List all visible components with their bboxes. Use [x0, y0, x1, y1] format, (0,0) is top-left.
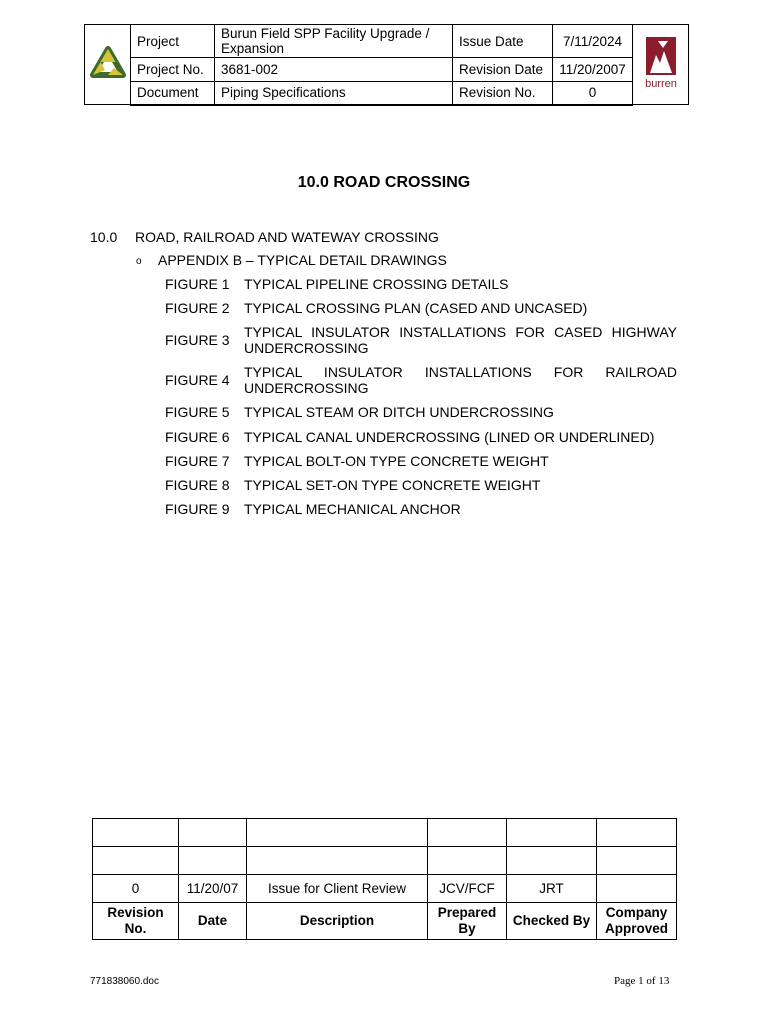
table-cell: Issue for Client Review	[247, 875, 428, 903]
company-logo-right	[633, 25, 689, 105]
table-cell	[247, 847, 428, 875]
revision-no-value: 0	[553, 82, 633, 105]
page-title: 10.0 ROAD CROSSING	[297, 174, 471, 191]
figure-label: FIGURE 9	[165, 501, 230, 517]
figure-item	[165, 453, 677, 477]
figure-item	[165, 429, 677, 453]
burren-logo-text: burren	[644, 78, 677, 90]
table-header-row	[93, 903, 677, 940]
figure-description: TYPICAL PIPELINE CROSSING DETAILS	[244, 276, 509, 292]
figure-label: FIGURE 7	[165, 453, 230, 469]
burren-logo-icon	[638, 33, 684, 93]
figure-description: TYPICAL STEAM OR DITCH UNDERCROSSING	[244, 404, 554, 420]
section-text: ROAD, RAILROAD AND WATEWAY CROSSING	[135, 229, 439, 245]
figure-label: FIGURE 1	[165, 276, 230, 292]
document-label: Document	[131, 82, 215, 105]
table-cell	[247, 819, 428, 847]
footer-filename: 771838060.doc	[90, 976, 159, 987]
table-cell	[597, 875, 677, 903]
table-cell	[428, 819, 507, 847]
company-logo-left	[85, 25, 131, 105]
figure-label: FIGURE 5	[165, 404, 230, 420]
document-value: Piping Specifications	[215, 82, 453, 105]
figure-item	[165, 477, 677, 501]
page-total: 13	[658, 975, 670, 987]
revision-date-label: Revision Date	[453, 58, 553, 82]
page-number	[614, 975, 669, 987]
figure-description: TYPICAL CANAL UNDERCROSSING (LINED OR UNDERLINED)	[244, 429, 655, 445]
table-cell: JCV/FCF	[428, 875, 507, 903]
table-cell	[93, 847, 179, 875]
figure-description: TYPICAL INSULATOR INSTALLATIONS FOR RAILROAD UNDERCROSSING	[244, 364, 677, 396]
figure-item	[165, 404, 677, 429]
bullet-icon: o	[136, 256, 142, 267]
figure-item	[165, 276, 677, 300]
table-cell	[597, 847, 677, 875]
project-label: Project	[131, 25, 215, 58]
page-of: of	[646, 975, 656, 987]
figure-label: FIGURE 8	[165, 477, 230, 493]
section-number: 10.0	[90, 229, 118, 245]
figure-label: FIGURE 3	[165, 332, 230, 348]
table-row	[93, 819, 677, 847]
column-header: Company Approved	[597, 903, 677, 940]
column-header: Prepared By	[428, 903, 507, 940]
figure-description: TYPICAL SET-ON TYPE CONCRETE WEIGHT	[244, 477, 541, 493]
table-cell	[428, 847, 507, 875]
table-cell: 11/20/07	[179, 875, 247, 903]
figure-label: FIGURE 2	[165, 300, 230, 316]
table-cell	[507, 847, 597, 875]
project-no-label: Project No.	[131, 58, 215, 82]
figure-description: TYPICAL MECHANICAL ANCHOR	[244, 501, 461, 517]
figure-label: FIGURE 4	[165, 372, 230, 388]
table-cell	[179, 819, 247, 847]
column-header: Date	[179, 903, 247, 940]
triangle-logo-icon	[89, 46, 127, 80]
figure-item	[165, 300, 677, 324]
page-current: 1	[638, 975, 644, 987]
figure-description: TYPICAL CROSSING PLAN (CASED AND UNCASED)	[244, 300, 588, 316]
figure-item	[165, 501, 677, 525]
column-header: Revision No.	[93, 903, 179, 940]
revision-date-value: 11/20/2007	[553, 58, 633, 82]
column-header: Description	[247, 903, 428, 940]
table-cell: JRT	[507, 875, 597, 903]
table-row	[93, 875, 677, 903]
issue-date-label: Issue Date	[453, 25, 553, 58]
table-cell	[597, 819, 677, 847]
figure-description: TYPICAL INSULATOR INSTALLATIONS FOR CASED HIGHWAY UNDERCROSSING	[244, 324, 677, 356]
figure-item	[165, 324, 677, 364]
issue-date-value: 7/11/2024	[553, 25, 633, 58]
table-cell: 0	[93, 875, 179, 903]
figure-description: TYPICAL BOLT-ON TYPE CONCRETE WEIGHT	[244, 453, 549, 469]
table-row	[93, 847, 677, 875]
appendix-text: APPENDIX B – TYPICAL DETAIL DRAWINGS	[158, 252, 447, 268]
revision-table	[92, 818, 677, 940]
figure-list	[165, 276, 677, 525]
page-prefix: Page	[614, 975, 636, 987]
table-cell	[507, 819, 597, 847]
project-value: Burun Field SPP Facility Upgrade / Expansion	[215, 25, 453, 58]
document-header-table	[84, 24, 689, 106]
column-header: Checked By	[507, 903, 597, 940]
appendix-item	[136, 252, 447, 268]
figure-label: FIGURE 6	[165, 429, 230, 445]
figure-item	[165, 364, 677, 404]
table-cell	[179, 847, 247, 875]
revision-no-label: Revision No.	[453, 82, 553, 105]
project-no-value: 3681-002	[215, 58, 453, 82]
table-cell	[93, 819, 179, 847]
